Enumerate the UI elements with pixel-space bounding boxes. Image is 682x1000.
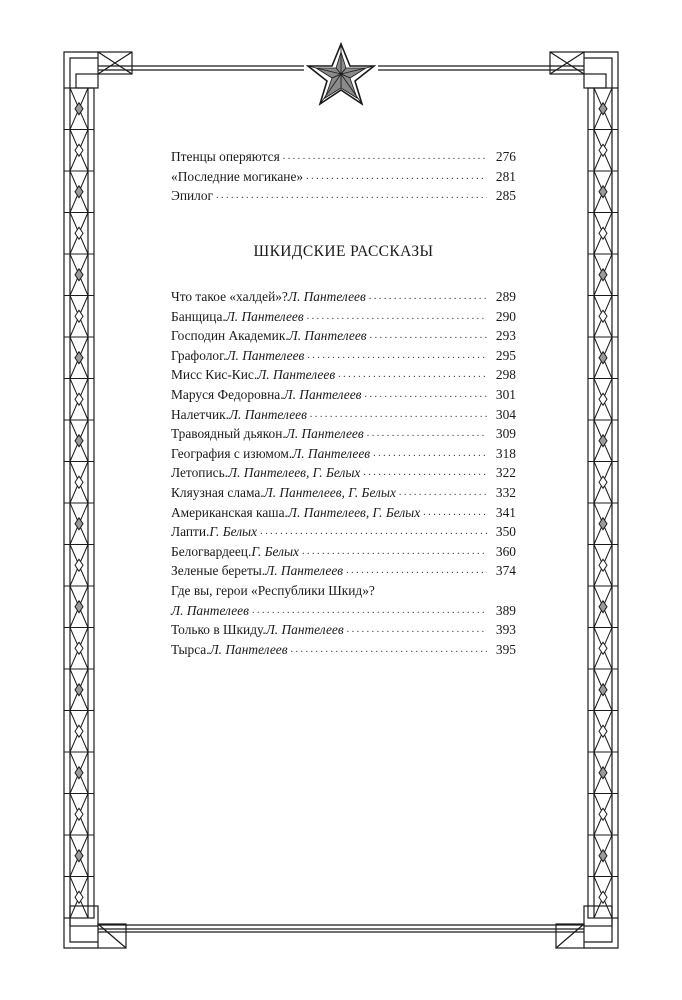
toc-entry-page: 374 [495, 563, 516, 579]
toc-leader-dots [346, 559, 487, 581]
toc-entry-author: Л. Пантелеев [283, 386, 362, 402]
toc-entry-page: 301 [495, 386, 516, 402]
toc-entry-author: Г. Белых [209, 524, 258, 540]
toc-entry-author: Л. Пантелеев [226, 347, 305, 363]
toc-entry-author: Л. Пантелеев [225, 308, 304, 324]
toc-entry-author: Л. Пантелеев [292, 445, 371, 461]
toc-leader-dots [364, 383, 487, 405]
star-icon [308, 44, 374, 104]
toc-entry-page: 289 [495, 289, 516, 304]
toc-leader-dots [306, 165, 487, 187]
toc-entry-title: Зеленые береты. [171, 563, 266, 579]
toc-entry-page: 389 [495, 602, 516, 618]
toc-entry-title: Графолог. [171, 347, 227, 363]
toc-entry-title: Маруся Федоровна. [171, 386, 284, 402]
toc-leader-dots [252, 599, 487, 621]
toc-leader-dots [399, 481, 487, 503]
toc-entry-page: 395 [495, 641, 516, 657]
toc-entry-page: 350 [495, 524, 516, 540]
toc-entry-author: Л. Пантелеев [171, 602, 249, 618]
toc-entry-title: Господин Академик. [171, 328, 289, 344]
toc-leader-dots [347, 618, 487, 640]
toc-multiline-entry [171, 581, 516, 620]
toc-entry-title: Налетчик. [171, 406, 229, 422]
toc-top-group [171, 147, 516, 206]
toc-entry-title: Тырса. [171, 641, 210, 657]
toc-leader-dots [363, 461, 487, 483]
toc-entry-author: Л. Пантелеев [285, 426, 364, 442]
toc-entry-page: 332 [495, 484, 516, 500]
toc-entry-page: 304 [495, 406, 516, 422]
toc-entry-page: 290 [495, 308, 516, 324]
toc-entry-page: 322 [495, 465, 516, 481]
toc-entry-author: Л. Пантелеев, Г. Белых [228, 465, 361, 481]
toc-entry-title: Что такое «халдей»? [171, 289, 288, 304]
toc-entry-page: 360 [495, 543, 516, 559]
toc-leader-dots [283, 145, 487, 167]
toc-entry-title: Белогвардеец. [171, 543, 252, 559]
toc-entry-author: Л. Пантелеев [257, 367, 336, 383]
toc-entry-title: «Последние могикане» [171, 168, 304, 184]
toc-leader-dots [310, 403, 487, 425]
toc-entry [171, 186, 516, 206]
toc-leader-dots [423, 501, 487, 523]
section-title: ШКИДСКИЕ РАССКАЗЫ [253, 243, 434, 260]
toc-entry-author: Л. Пантелеев [265, 563, 344, 579]
toc-entry-page: 281 [495, 168, 516, 184]
toc-entry-page: 298 [495, 367, 516, 383]
toc-entry-page: 276 [495, 149, 516, 164]
toc-entry-page: 341 [495, 504, 516, 520]
toc-entry-title: Летопись. [171, 465, 229, 481]
toc-leader-dots [307, 305, 487, 327]
toc-entry-page: 285 [495, 188, 516, 204]
toc-entry-title: Лапти. [171, 524, 210, 540]
toc-entry-title: Травоядный дьякон. [171, 426, 286, 442]
toc-entry-title: Мисс Кис-Кис. [171, 367, 258, 383]
toc-entry-author: Л. Пантелеев [209, 641, 288, 657]
toc-entry-author: Л. Пантелеев [288, 328, 367, 344]
toc-leader-dots [291, 638, 487, 660]
toc-leader-dots [216, 184, 487, 206]
toc-entry [171, 640, 516, 660]
toc-leader-dots [369, 285, 487, 307]
toc-entry-page: 293 [495, 328, 516, 344]
toc-leader-dots [370, 324, 487, 346]
toc-end-group [171, 620, 516, 659]
toc-leader-dots [260, 520, 487, 542]
toc-entry-page: 295 [495, 347, 516, 363]
toc-entry-author: Л. Пантелеев, Г. Белых [287, 504, 421, 520]
toc-leader-dots [302, 540, 487, 562]
toc-entry-page: 393 [495, 622, 516, 637]
toc-leader-dots [373, 442, 487, 464]
toc-entry-title: География с изюмом. [171, 445, 293, 461]
toc-entry-title: Только в Шкиду. [171, 622, 266, 637]
toc-entry-page: 318 [495, 445, 516, 461]
toc-entry-author: Л. Пантелеев, Г. Белых [263, 484, 396, 500]
toc-leader-dots [307, 344, 487, 366]
toc-entry-title: Американская каша. [171, 504, 288, 520]
toc-entry-author: Л. Пантелеев [265, 622, 344, 637]
toc-entry [171, 561, 516, 581]
toc-entry-title: Банщица. [171, 308, 226, 324]
toc-entry-title: Эпилог [171, 188, 214, 204]
toc-entry-page: 309 [495, 426, 516, 442]
toc-entry-title: Кляузная слама. [171, 484, 264, 500]
toc-entry-author: Л. Пантелеев [287, 289, 366, 304]
toc-entry-author: Г. Белых [251, 543, 299, 559]
toc-leader-dots [367, 422, 487, 444]
toc-stories-group [171, 287, 516, 581]
toc-entry-title: Где вы, герои «Республики Шкид»? [171, 583, 375, 598]
toc-entry-title: Птенцы оперяются [171, 149, 280, 164]
toc-leader-dots [338, 363, 487, 385]
toc-entry-author: Л. Пантелеев [228, 406, 307, 422]
